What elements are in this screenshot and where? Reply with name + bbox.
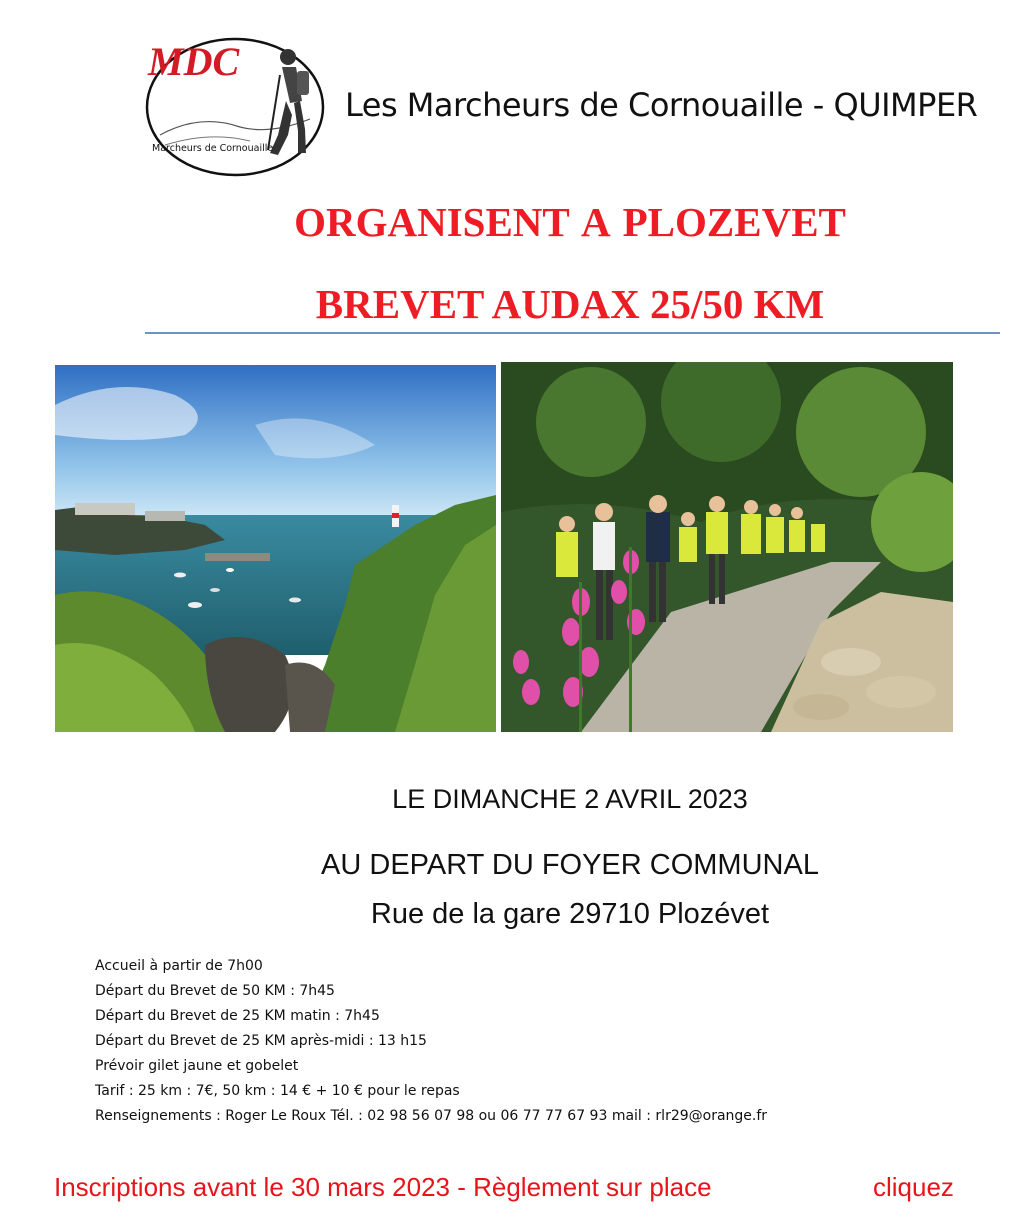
detail-start-50km: Départ du Brevet de 50 KM : 7h45: [95, 983, 335, 999]
event-place: AU DEPART DU FOYER COMMUNAL: [321, 849, 819, 881]
organization-title: Les Marcheurs de Cornouaille - QUIMPER: [345, 86, 978, 124]
divider-rule: [145, 332, 1000, 334]
detail-start-25km-afternoon: Départ du Brevet de 25 KM après-midi : 13 h15: [95, 1033, 427, 1049]
event-details: [95, 954, 855, 1129]
walkers-group-photo: [501, 362, 953, 732]
detail-welcome: Accueil à partir de 7h00: [95, 958, 263, 974]
headline-brevet: BREVET AUDAX 25/50 KM: [315, 281, 825, 327]
logo-caption: Marcheurs de Cornouaille: [152, 143, 274, 154]
event-address: Rue de la gare 29710 Plozévet: [370, 898, 770, 930]
detail-pricing: Tarif : 25 km : 7€, 50 km : 14 € + 10 € pour le repas: [95, 1083, 460, 1099]
mdc-logo: [140, 35, 330, 180]
detail-equipment: Prévoir gilet jaune et gobelet: [95, 1058, 299, 1074]
logo-initials: MDC: [148, 39, 240, 84]
registration-notice: Inscriptions avant le 30 mars 2023 - Règlement sur place: [54, 1172, 712, 1202]
detail-contact: Renseignements : Roger Le Roux Tél. : 02 98 56 07 98 ou 06 77 77 67 93 mail : rlr29@orange.fr: [95, 1108, 768, 1124]
register-link[interactable]: cliquez: [873, 1172, 954, 1202]
coastal-landscape-photo: [55, 365, 496, 732]
event-date: LE DIMANCHE 2 AVRIL 2023: [392, 784, 748, 814]
headline-organize: ORGANISENT A PLOZEVET: [294, 199, 846, 245]
detail-start-25km-morning: Départ du Brevet de 25 KM matin : 7h45: [95, 1008, 380, 1024]
